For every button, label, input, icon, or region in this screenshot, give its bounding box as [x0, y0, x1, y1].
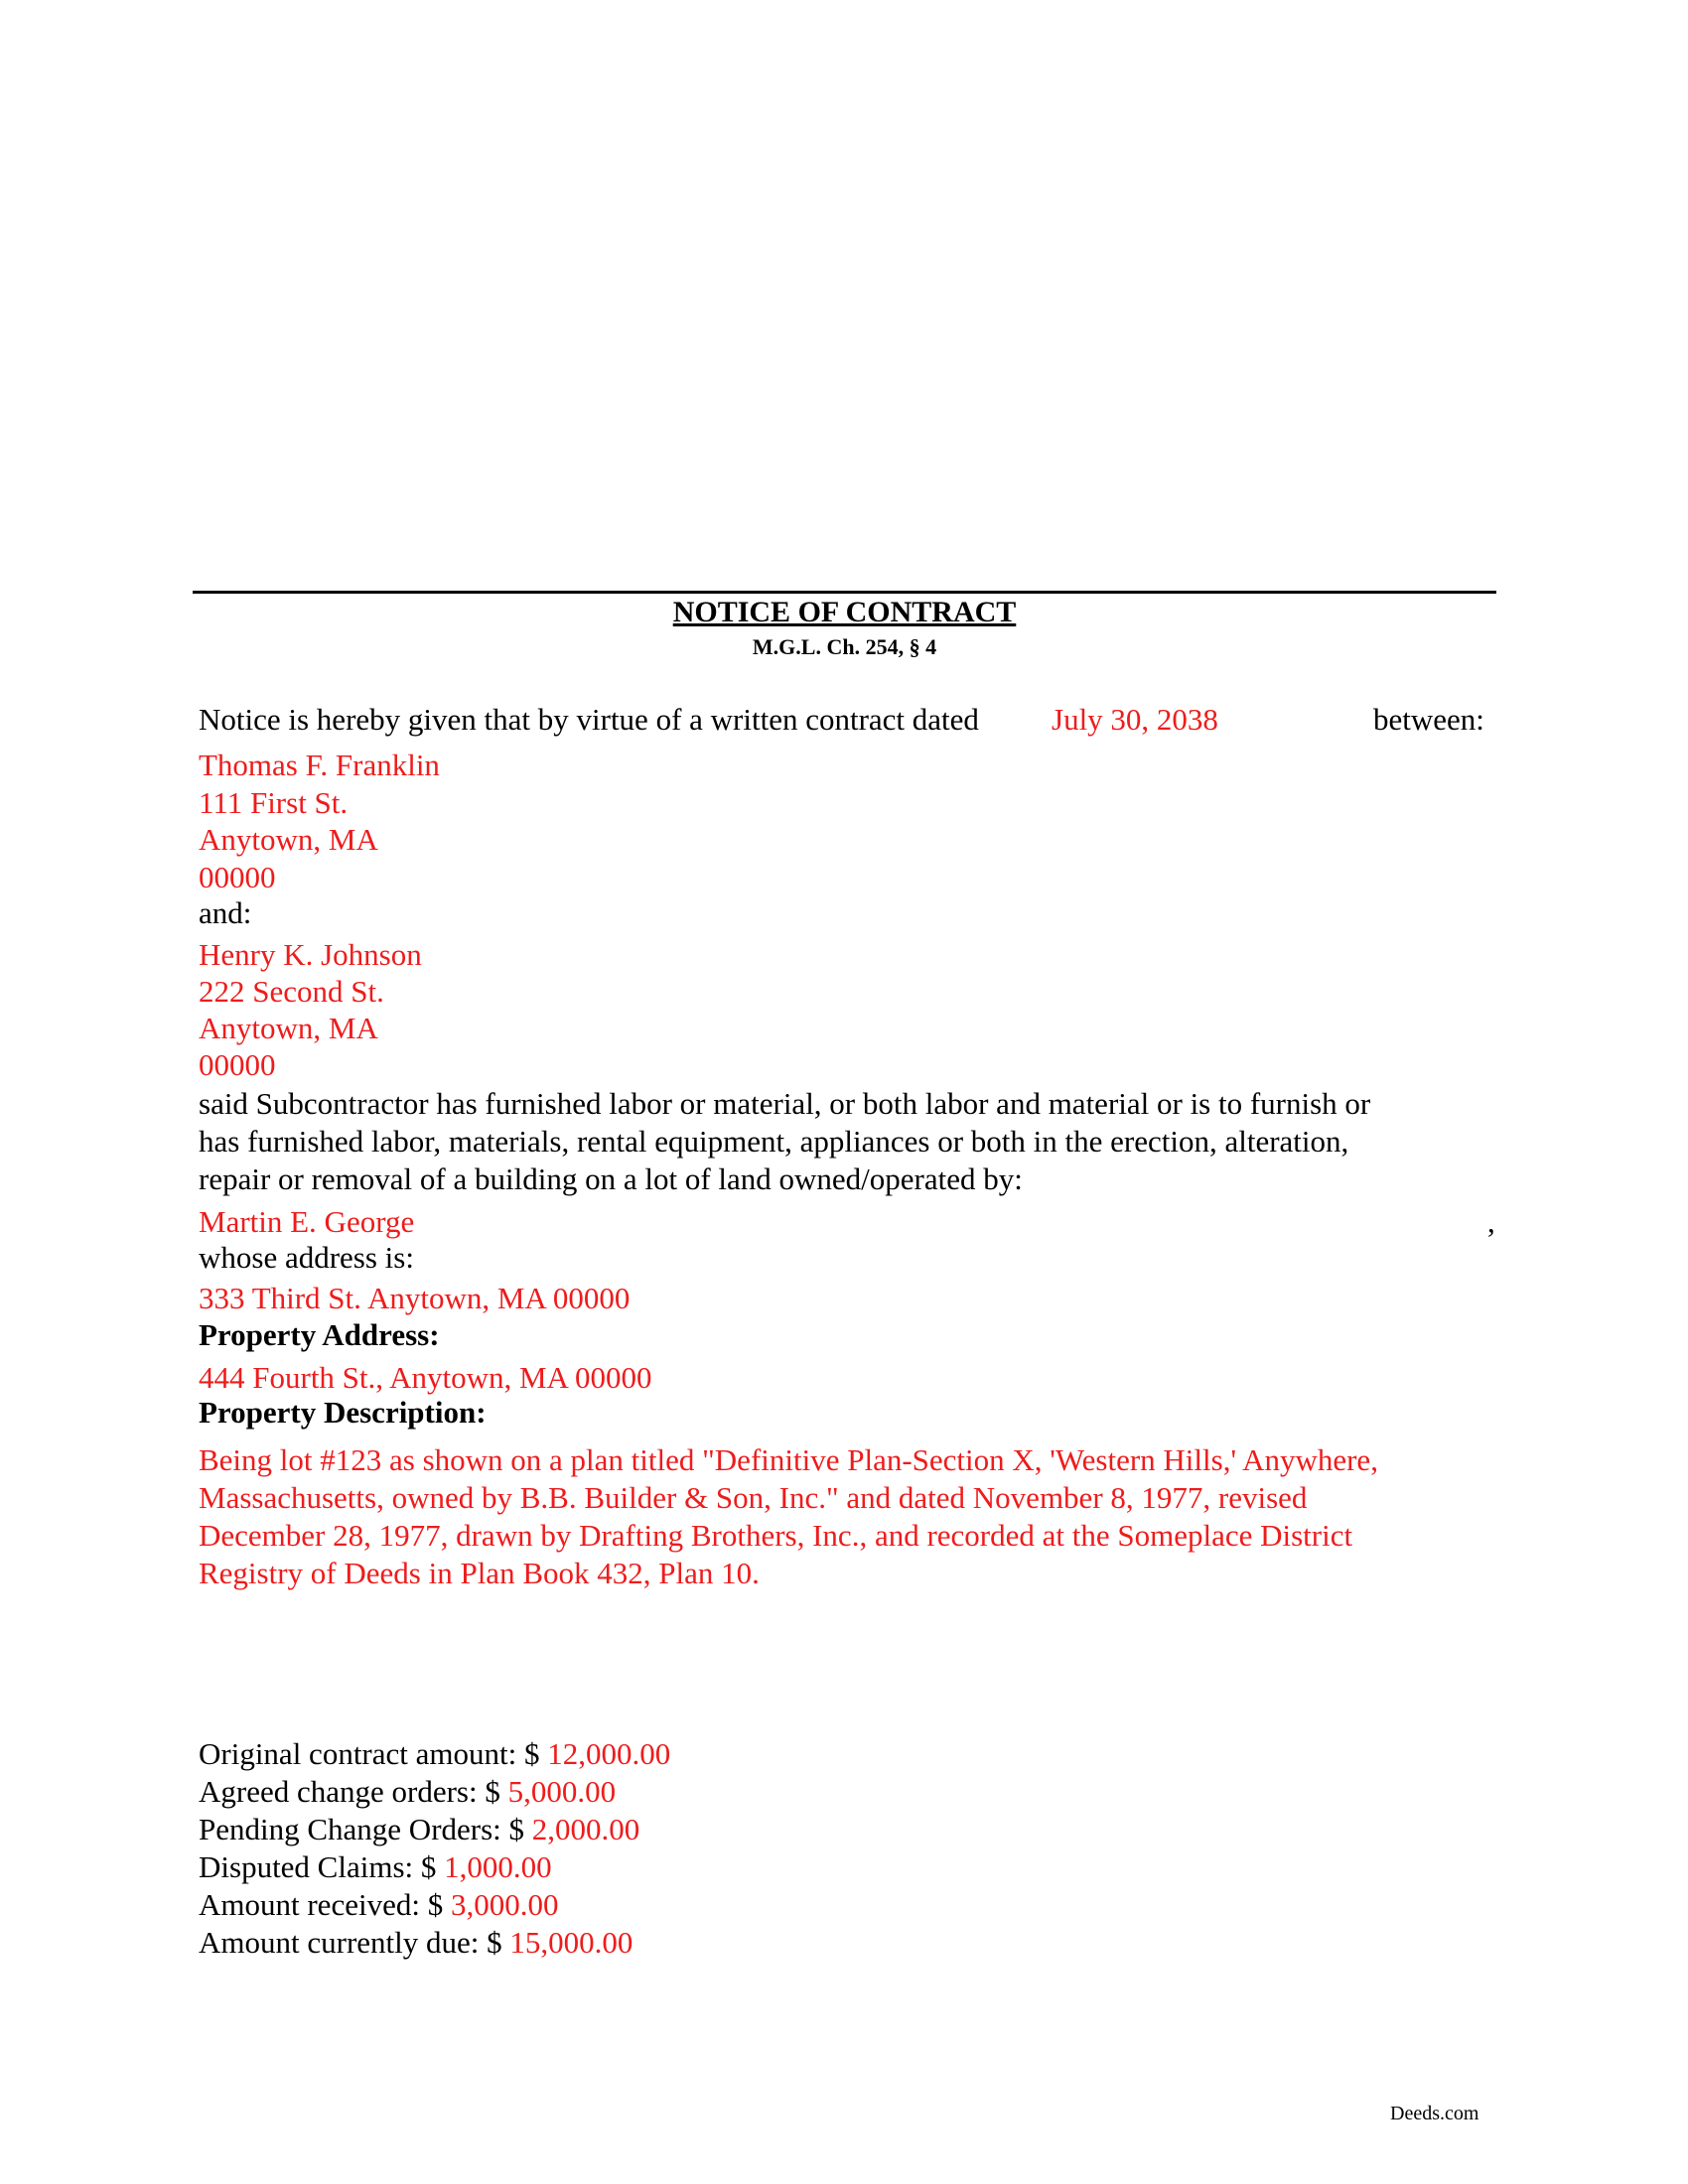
body-text-line: repair or removal of a building on a lot of land owned/operated by: — [199, 1161, 1023, 1196]
amount-row-due — [199, 1925, 633, 1961]
amount-label: Pending Change Orders: $ — [199, 1812, 532, 1846]
intro-text: Notice is hereby given that by virtue of a written contract dated — [199, 702, 979, 737]
body-text-line: has furnished labor, materials, rental equipment, appliances or both in the erection, alteration, — [199, 1124, 1349, 1159]
owner-address: 333 Third St. Anytown, MA 00000 — [199, 1281, 631, 1315]
statute-citation: M.G.L. Ch. 254, § 4 — [752, 634, 937, 659]
property-description-line: December 28, 1977, drawn by Drafting Brothers, Inc., and recorded at the Someplace District — [199, 1518, 1353, 1553]
party2-city: Anytown, MA — [199, 1011, 378, 1045]
amount-value: 3,000.00 — [450, 1887, 559, 1922]
amount-row-agreed — [199, 1774, 616, 1810]
amount-value: 15,000.00 — [509, 1925, 633, 1960]
intro-line — [199, 702, 979, 738]
owner-address-label: whose address is: — [199, 1240, 414, 1275]
amount-row-received — [199, 1887, 558, 1923]
property-description-label: Property Description: — [199, 1395, 487, 1430]
body-text-line: said Subcontractor has furnished labor or material, or both labor and material or is to furnish or — [199, 1086, 1371, 1121]
between-label: between: — [1373, 702, 1484, 737]
property-address-label: Property Address: — [199, 1317, 440, 1352]
party1-name: Thomas F. Franklin — [199, 748, 440, 782]
property-address: 444 Fourth St., Anytown, MA 00000 — [199, 1360, 652, 1395]
owner-comma: , — [1487, 1204, 1495, 1239]
amount-value: 5,000.00 — [507, 1774, 617, 1809]
amount-label: Amount received: $ — [199, 1887, 451, 1922]
footer-brand: Deeds.com — [1390, 2103, 1479, 2124]
top-rule — [193, 591, 1496, 594]
and-label: and: — [199, 895, 252, 930]
party1-city: Anytown, MA — [199, 822, 378, 857]
amount-row-original — [199, 1736, 670, 1772]
amount-row-pending — [199, 1812, 639, 1847]
amount-value: 12,000.00 — [547, 1736, 671, 1771]
party2-name: Henry K. Johnson — [199, 937, 422, 972]
amount-value: 2,000.00 — [531, 1812, 640, 1846]
party2-zip: 00000 — [199, 1047, 276, 1082]
amount-label: Original contract amount: $ — [199, 1736, 548, 1771]
party1-street: 111 First St. — [199, 785, 349, 820]
amount-label: Agreed change orders: $ — [199, 1774, 508, 1809]
document-title: NOTICE OF CONTRACT — [672, 596, 1017, 628]
property-description-line: Massachusetts, owned by B.B. Builder & Son, Inc." and dated November 8, 1977, revised — [199, 1480, 1308, 1515]
property-description-line: Registry of Deeds in Plan Book 432, Plan 10. — [199, 1556, 760, 1590]
amount-row-disputed — [199, 1849, 552, 1885]
amount-value: 1,000.00 — [444, 1849, 552, 1884]
property-description-line: Being lot #123 as shown on a plan titled "Definitive Plan-Section X, 'Western Hills,' Anywhere, — [199, 1442, 1378, 1477]
amount-label: Amount currently due: $ — [199, 1925, 510, 1960]
contract-date: July 30, 2038 — [1052, 702, 1218, 737]
amount-label: Disputed Claims: $ — [199, 1849, 445, 1884]
owner-name: Martin E. George — [199, 1204, 415, 1239]
party1-zip: 00000 — [199, 860, 276, 894]
party2-street: 222 Second St. — [199, 974, 384, 1009]
